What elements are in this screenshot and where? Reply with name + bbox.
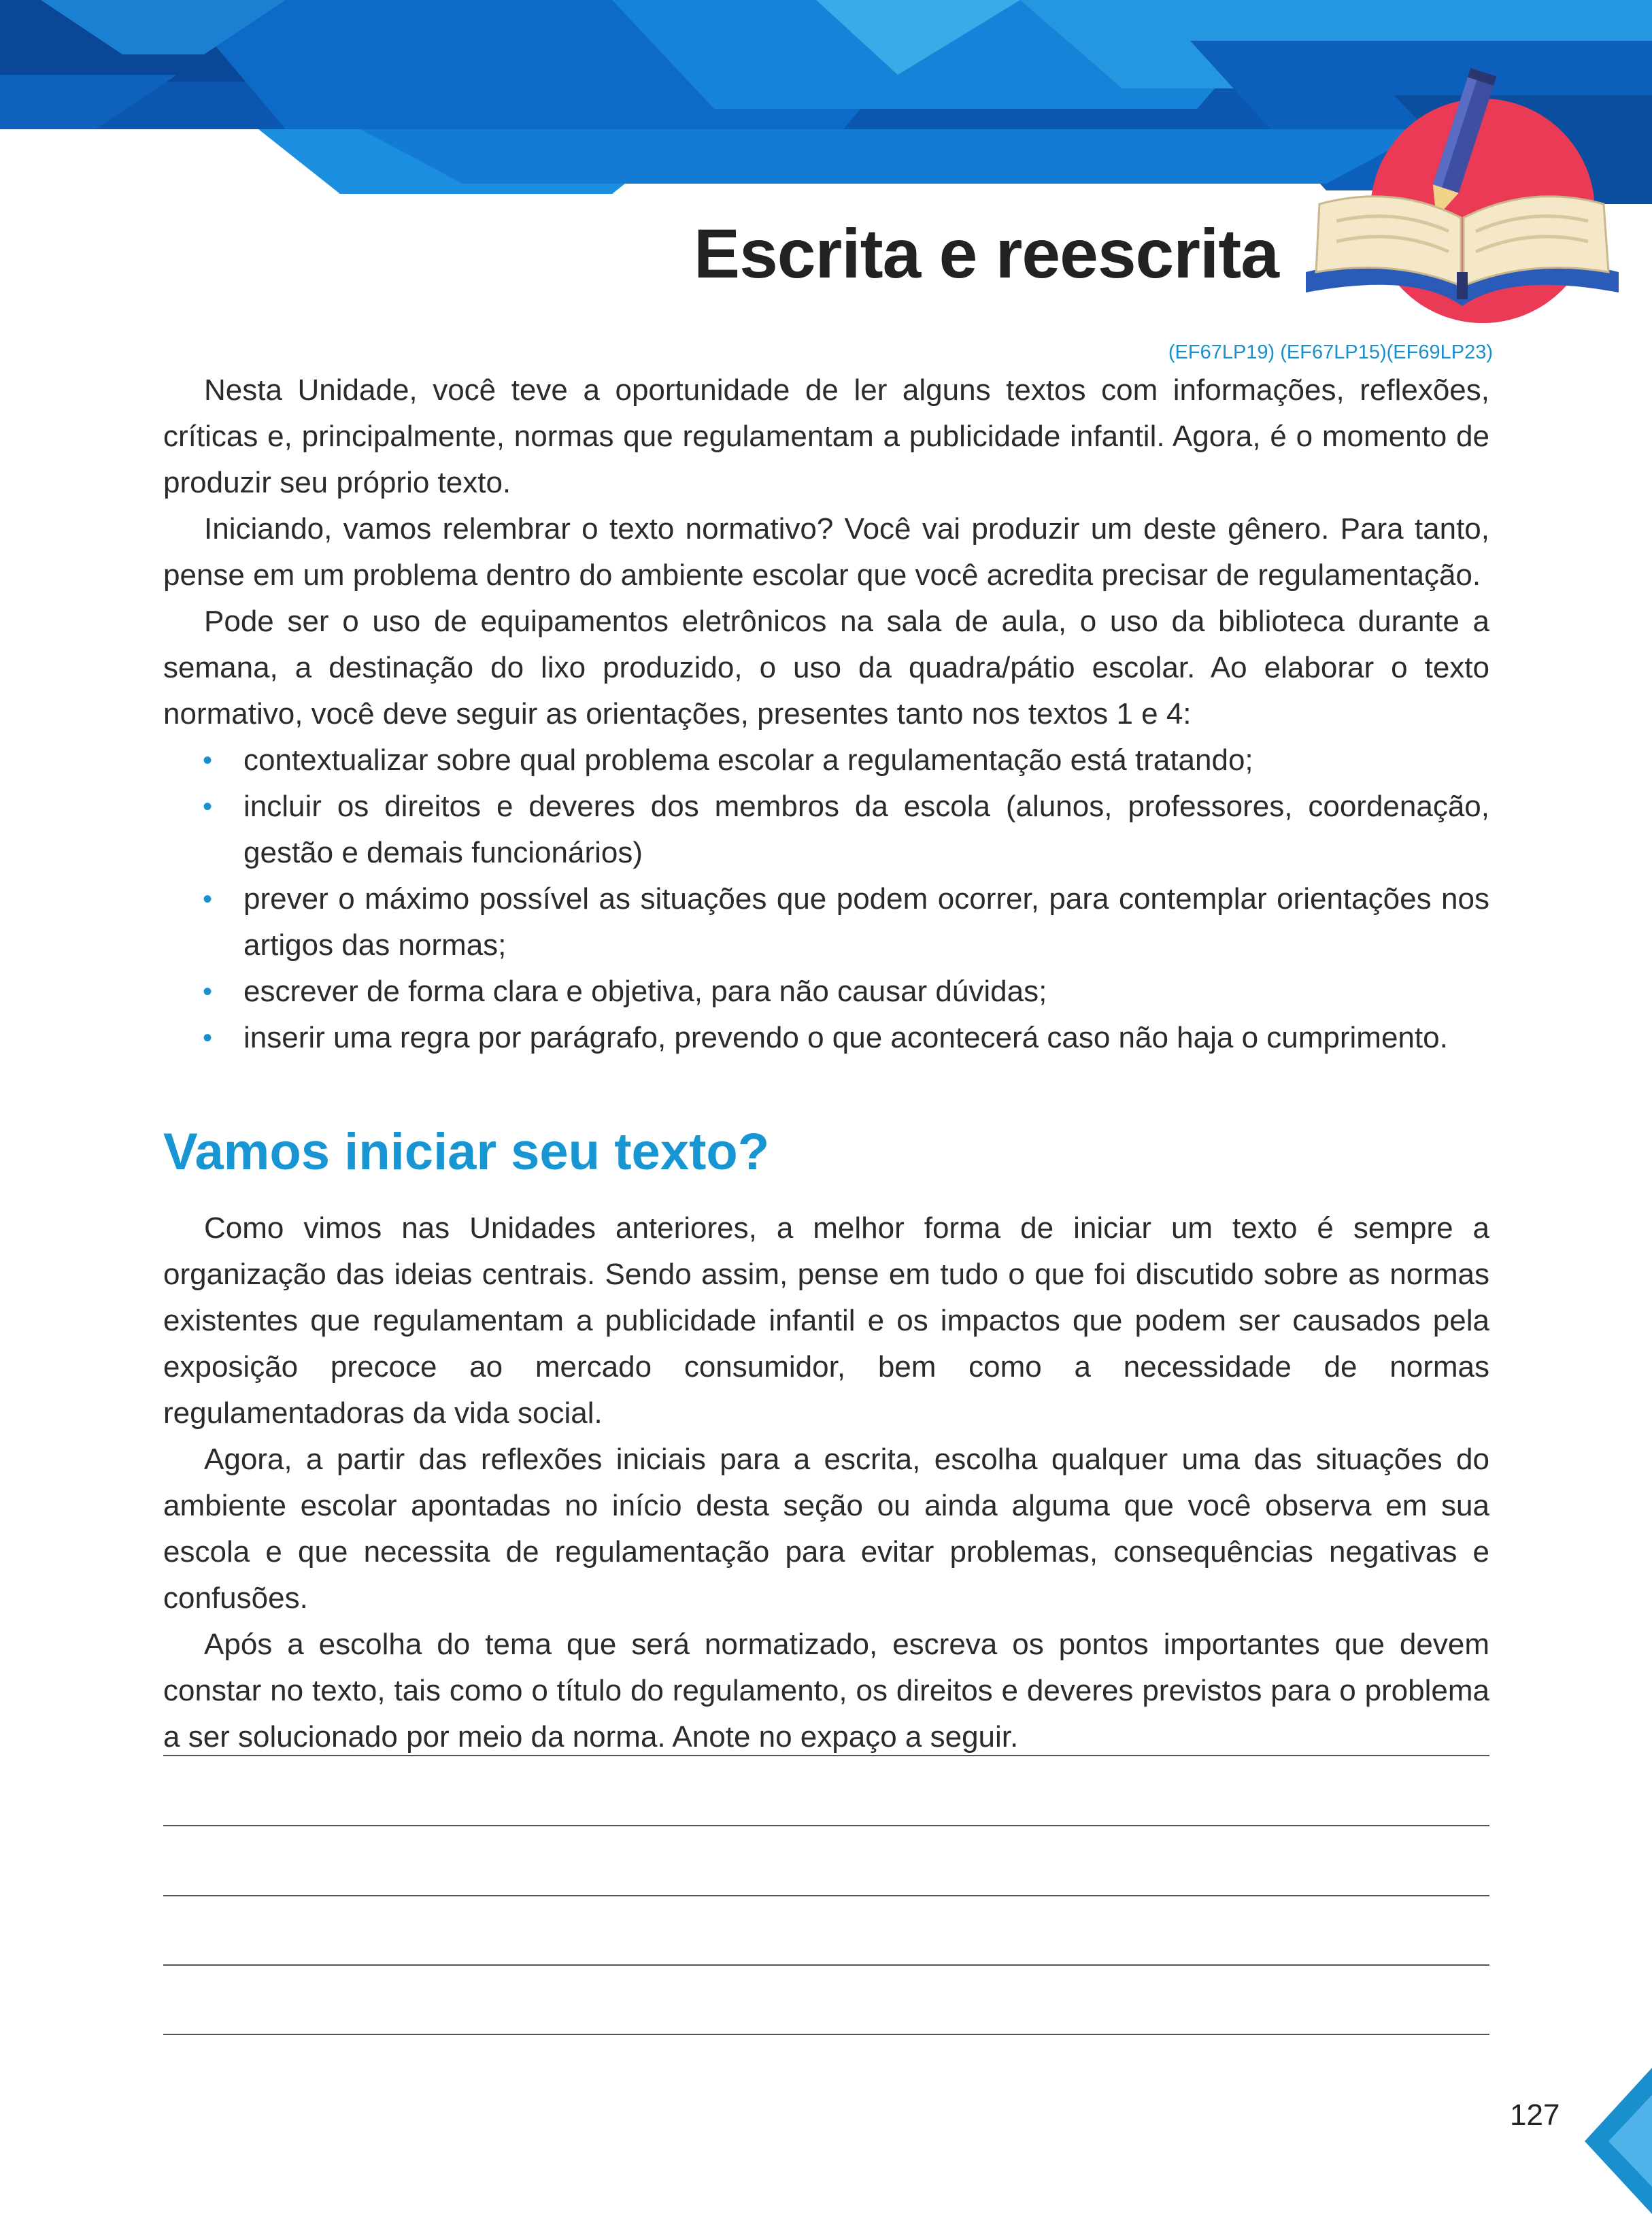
page-number: 127: [1510, 2098, 1560, 2132]
open-book-pencil-icon: [1279, 68, 1632, 326]
bncc-codes: (EF67LP19) (EF67LP15)(EF69LP23): [1168, 341, 1493, 363]
bullet-icon: •: [203, 792, 213, 822]
bullet-icon: •: [203, 977, 213, 1007]
writing-line[interactable]: [163, 2034, 1489, 2035]
list-item: [163, 737, 1489, 784]
list-item-text: prever o máximo possível as situações que podem ocorrer, para contemplar orientações nos artigos das normas;: [243, 882, 1489, 962]
list-item-text: contextualizar sobre qual problema escolar a regulamentação está tratando;: [243, 743, 1253, 777]
list-item-text: incluir os direitos e deveres dos membros da escola (alunos, professores, coordenação, gestão e demais funcionários): [243, 790, 1489, 869]
list-item: [163, 969, 1489, 1015]
list-item-text: inserir uma regra por parágrafo, prevendo o que acontecerá caso não haja o cumprimento.: [243, 1021, 1448, 1054]
writing-line[interactable]: [163, 1825, 1489, 1826]
bullet-icon: •: [203, 745, 213, 775]
bullet-icon: •: [203, 1023, 213, 1053]
section-body: [163, 1205, 1489, 1760]
writing-line[interactable]: [163, 1895, 1489, 1896]
corner-triangle-icon: [1585, 2068, 1652, 2214]
intro-paragraph: Nesta Unidade, você teve a oportunidade de ler alguns textos com informações, reflexões, críticas e, principalmente, normas que regulamentam a publicidade infantil. Agora, é o momento de produzir seu próprio texto.: [163, 373, 1489, 499]
list-item: [163, 876, 1489, 969]
list-item-text: escrever de forma clara e objetiva, para não causar dúvidas;: [243, 975, 1047, 1008]
writing-line[interactable]: [163, 1964, 1489, 1966]
intro-section: [163, 367, 1489, 1061]
intro-paragraph: Pode ser o uso de equipamentos eletrônicos na sala de aula, o uso da biblioteca durante a semana, a destinação do lixo produzido, o uso da quadra/pátio escolar. Ao elaborar o texto normativo, você deve seguir as orientações, presentes tanto nos textos 1 e 4:: [163, 605, 1489, 731]
bullet-icon: •: [203, 884, 213, 914]
page-title: Escrita e reescrita: [694, 215, 1279, 292]
list-item: [163, 1015, 1489, 1061]
section-paragraph: Após a escolha do tema que será normatizado, escreva os pontos importantes que devem constar no texto, tais como o título do regulamento, os direitos e deveres previstos para o problema a ser solucionado por meio da norma. Anote no expaço a seguir.: [163, 1628, 1489, 1754]
section-paragraph: Agora, a partir das reflexões iniciais para a escrita, escolha qualquer uma das situações do ambiente escolar apontadas no início desta seção ou ainda alguma que você observa em sua escola e que necessita de regulamentação para evitar problemas, consequências negativas e confusões.: [163, 1443, 1489, 1615]
intro-paragraph: Iniciando, vamos relembrar o texto normativo? Você vai produzir um deste gênero. Para tanto, pense em um problema dentro do ambiente escolar que você acredita precisar de regulamentação.: [163, 512, 1489, 592]
section-heading: Vamos iniciar seu texto?: [163, 1123, 770, 1181]
section-paragraph: Como vimos nas Unidades anteriores, a melhor forma de iniciar um texto é sempre a organização das ideias centrais. Sendo assim, pense em tudo o que foi discutido sobre as normas existentes que regulamentam a publicidade infantil e os impactos que podem ser causados pela exposição precoce ao mercado consumidor, bem como a necessidade de normas regulamentadoras da vida social.: [163, 1211, 1489, 1430]
list-item: [163, 784, 1489, 876]
guidelines-list: [163, 737, 1489, 1061]
writing-line[interactable]: [163, 1755, 1489, 1756]
